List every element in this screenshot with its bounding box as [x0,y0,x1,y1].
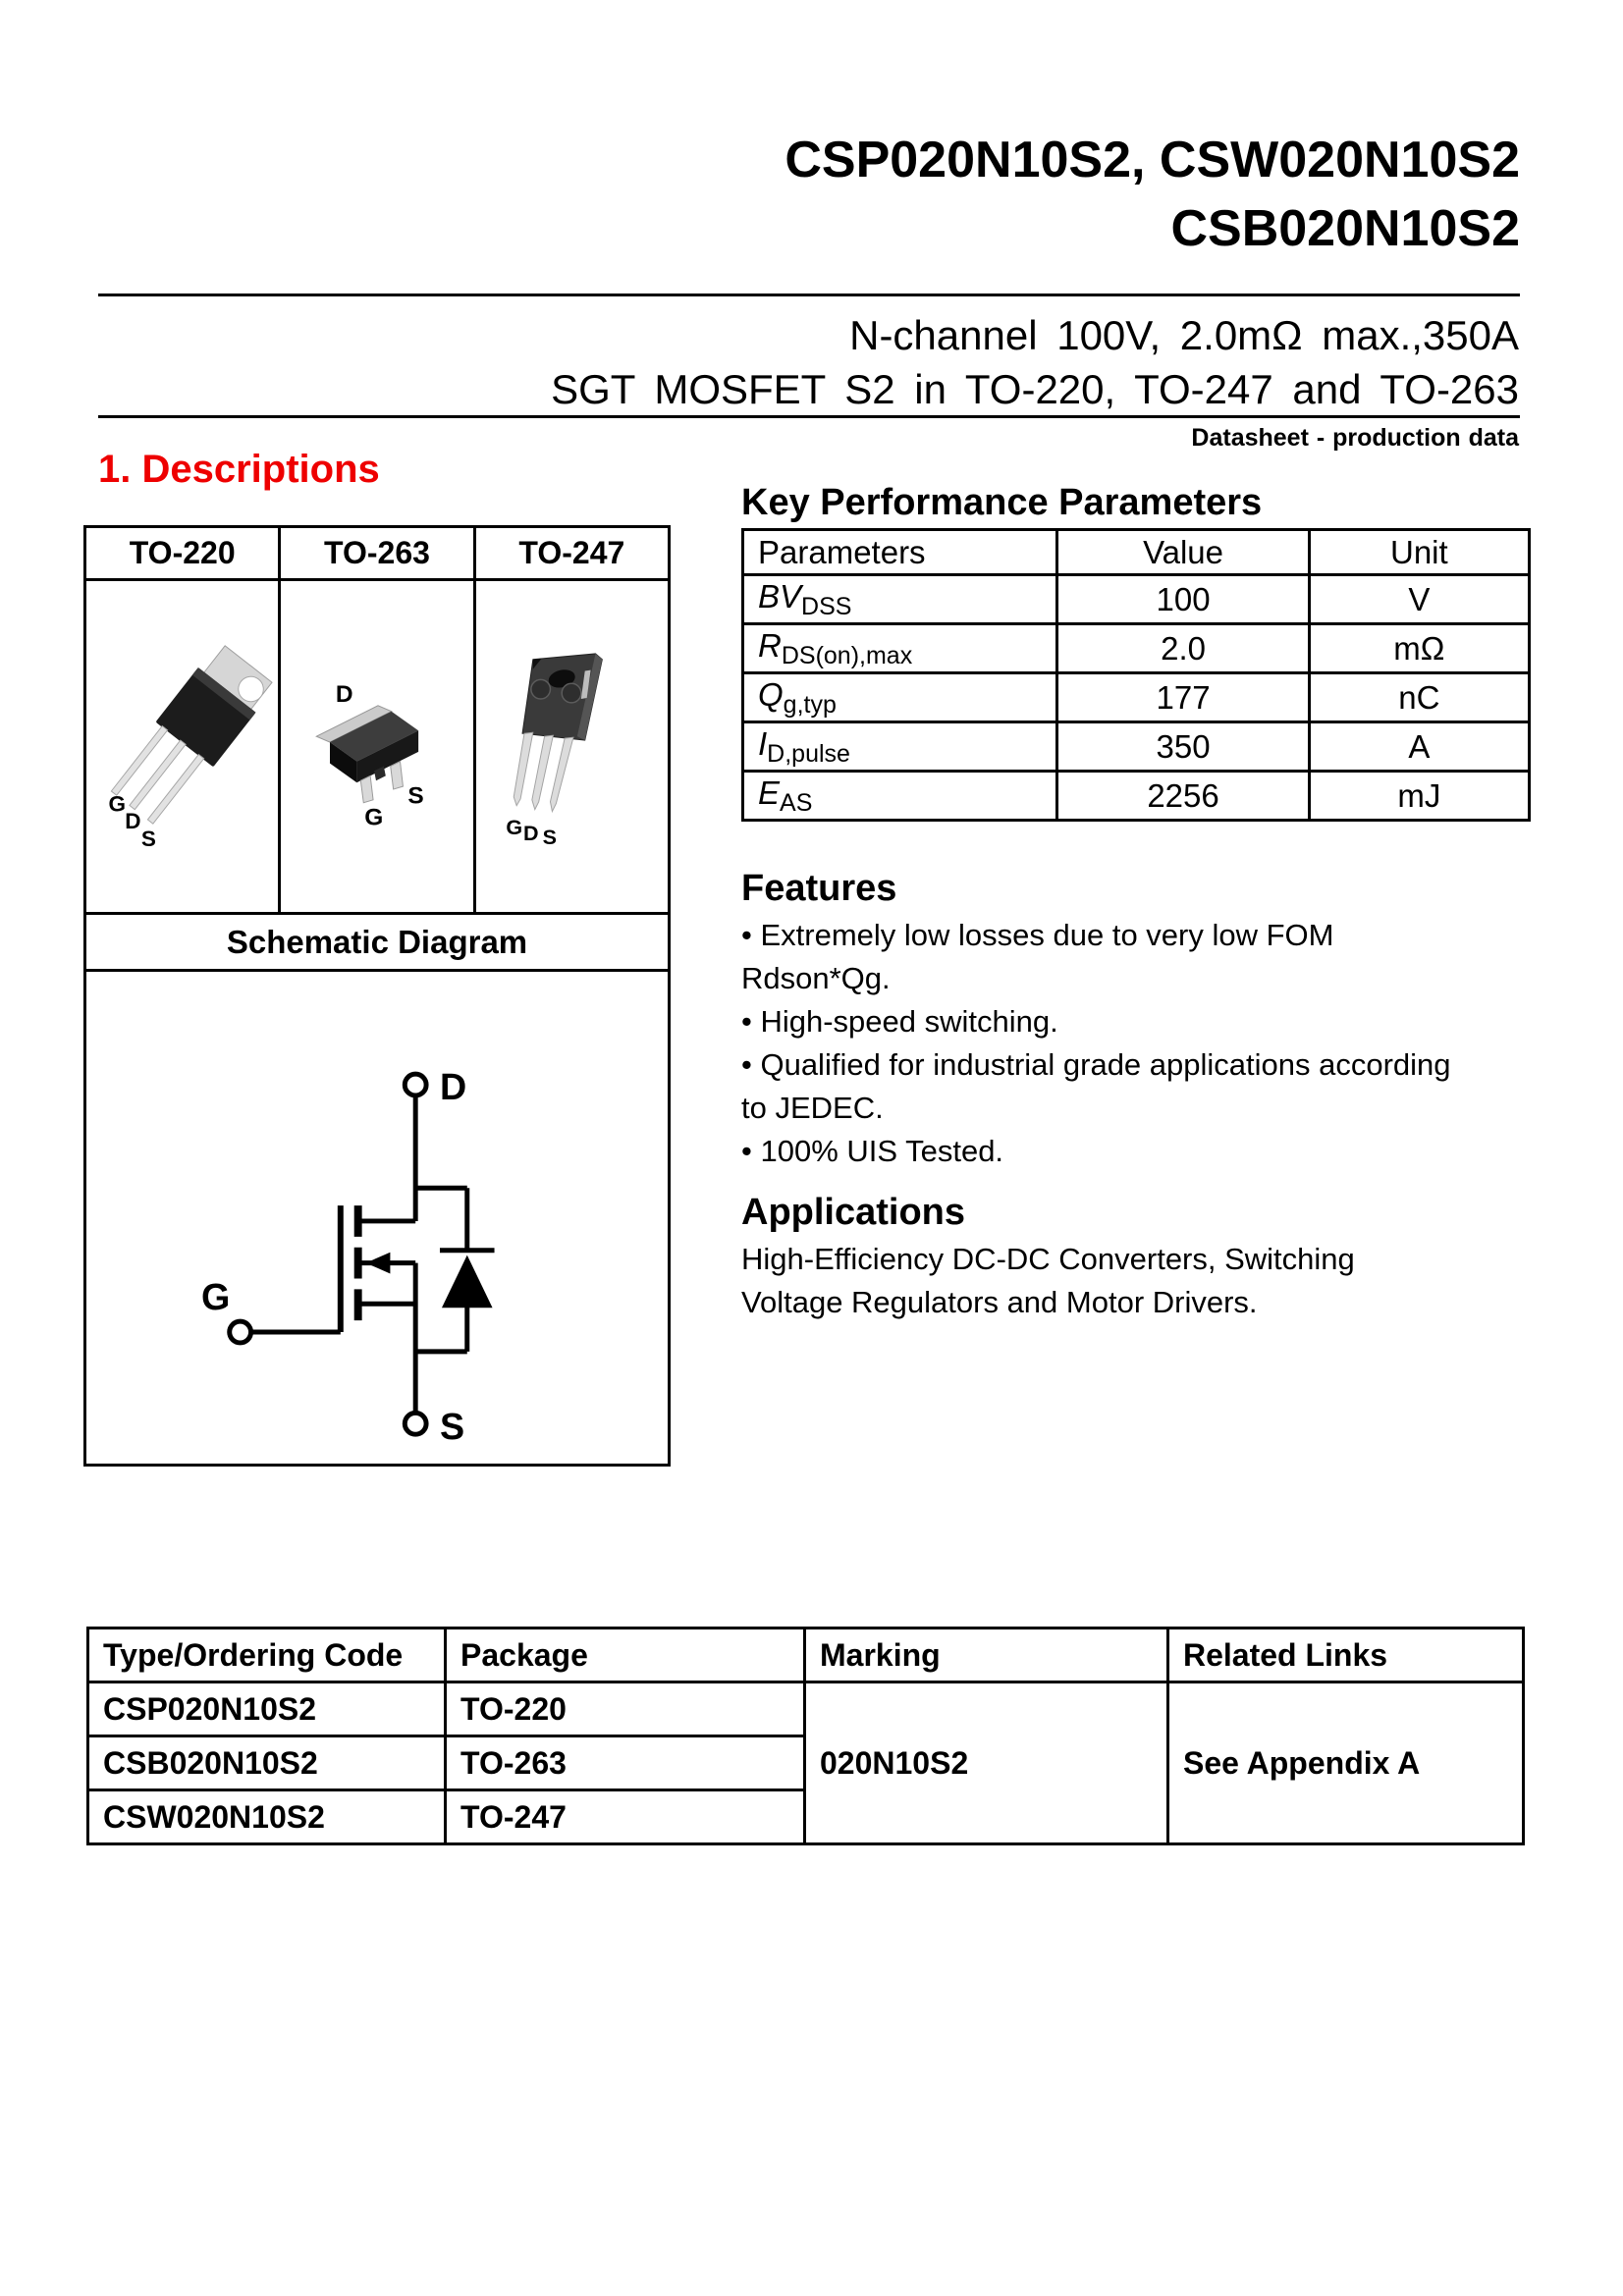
kpp-symbol: E [758,774,781,811]
to263-pin-label-g: G [364,804,384,831]
device-summary [98,308,1519,416]
feature-line: • High-speed switching. [741,1004,1058,1039]
page-title-line1: CSP020N10S2, CSW020N10S2 [784,132,1520,188]
ordering-header-marking: Marking [805,1629,1168,1682]
kpp-unit-idpulse: A [1309,722,1529,772]
ordering-header-type: Type/Ordering Code [88,1629,446,1682]
section-heading-descriptions: 1. Descriptions [98,448,380,491]
feature-line: • Qualified for industrial grade applications according [741,1047,1451,1082]
ordering-related-links-cell: See Appendix A [1168,1682,1524,1844]
kpp-symbol: R [758,626,782,664]
subtitle-line1: N-channel 100V, 2.0mΩ max.,350A [849,312,1519,358]
ordering-code-csp: CSP020N10S2 [88,1682,446,1736]
schematic-diagram-cell [85,971,670,1466]
kpp-value-bvdss: 100 [1057,575,1309,624]
ordering-package-to263: TO-263 [446,1736,805,1790]
applications-line: Voltage Regulators and Motor Drivers. [741,1285,1258,1319]
package-image-row [85,580,670,914]
ordering-code-csb: CSB020N10S2 [88,1736,446,1790]
kpp-unit-eas: mJ [1309,772,1529,821]
feature-line: • Extremely low losses due to very low FOM [741,918,1334,952]
ordering-package-to247: TO-247 [446,1790,805,1844]
kpp-symbol: I [758,724,768,762]
to-247-package-image [477,581,667,907]
kpp-header-unit: Unit [1309,530,1529,575]
applications-heading: Applications [741,1192,966,1233]
ordering-header-row [88,1629,1524,1682]
kpp-heading: Key Performance Parameters [741,482,1263,523]
kpp-subscript: DS(on),max [781,641,913,669]
to220-pin-label-s: S [141,826,157,851]
schematic-drain-label: D [439,1065,467,1107]
doc-type-label: Datasheet - production data [1191,424,1519,452]
to263-pin-label-d: D [336,680,354,708]
to-220-package-image [87,581,277,907]
package-header-to220: TO-220 [85,527,280,580]
part-number-title [98,126,1520,263]
kpp-row-eas [743,772,1530,821]
ordering-header-related: Related Links [1168,1629,1524,1682]
to263-pin-label-s: S [407,782,425,810]
package-header-row [85,527,670,580]
kpp-subscript: D,pulse [767,739,850,768]
feature-line: to JEDEC. [741,1091,884,1125]
to220-pin-label-g: G [108,791,127,817]
kpp-header-value: Value [1057,530,1309,575]
ordering-marking-cell: 020N10S2 [805,1682,1168,1844]
ordering-code-csw: CSW020N10S2 [88,1790,446,1844]
kpp-value-eas: 2256 [1057,772,1309,821]
mosfet-schematic-diagram [88,972,666,1459]
to-263-package-cell [280,580,474,914]
kpp-row-rdson [743,624,1530,673]
kpp-subscript: AS [780,788,813,817]
header-divider-top [98,294,1520,296]
to-220-package-cell [85,580,280,914]
kpp-unit-rdson: mΩ [1309,624,1529,673]
kpp-symbol: BV [758,577,802,614]
to247-pin-label-d: D [522,820,539,845]
kpp-param-bvdss [743,575,1057,624]
to247-pin-label-s: S [542,824,557,849]
kpp-param-rdson [743,624,1057,673]
feature-line: • 100% UIS Tested. [741,1134,1004,1168]
ordering-table [86,1627,1525,1845]
kpp-value-idpulse: 350 [1057,722,1309,772]
kpp-subscript: DSS [801,592,852,620]
applications-text [741,1238,1531,1324]
feature-line: Rdson*Qg. [741,961,891,995]
ordering-header-package: Package [446,1629,805,1682]
package-table [83,525,671,1467]
kpp-row-idpulse [743,722,1530,772]
kpp-symbol: Q [758,675,784,713]
header-divider-bottom [98,415,1520,418]
to220-pin-label-d: D [125,809,141,834]
ordering-package-to220: TO-220 [446,1682,805,1736]
to-247-package-cell [474,580,669,914]
kpp-value-qg: 177 [1057,673,1309,722]
page-title-line2: CSB020N10S2 [1170,200,1520,257]
kpp-header-parameters: Parameters [743,530,1057,575]
kpp-header-row [743,530,1530,575]
kpp-row-qg [743,673,1530,722]
right-column [741,481,1531,1324]
to-263-package-image [282,581,471,907]
features-heading: Features [741,868,897,909]
schematic-gate-label: G [200,1276,231,1318]
kpp-unit-qg: nC [1309,673,1529,722]
kpp-param-idpulse [743,722,1057,772]
schematic-row [85,971,670,1466]
ordering-row-csp [88,1682,1524,1736]
kpp-subscript: g,typ [783,690,837,719]
schematic-source-label: S [439,1406,465,1448]
package-header-to263: TO-263 [280,527,474,580]
kpp-param-eas [743,772,1057,821]
kpp-param-qg [743,673,1057,722]
to247-pin-label-g: G [506,815,522,840]
kpp-value-rdson: 2.0 [1057,624,1309,673]
kpp-row-bvdss [743,575,1530,624]
kpp-unit-bvdss: V [1309,575,1529,624]
schematic-caption-row [85,914,670,971]
subtitle-line2: SGT MOSFET S2 in TO-220, TO-247 and TO-263 [551,366,1519,412]
package-header-to247: TO-247 [474,527,669,580]
schematic-caption: Schematic Diagram [85,914,670,971]
applications-line: High-Efficiency DC-DC Converters, Switching [741,1242,1355,1276]
key-performance-table [741,528,1531,822]
features-list [741,914,1531,1173]
